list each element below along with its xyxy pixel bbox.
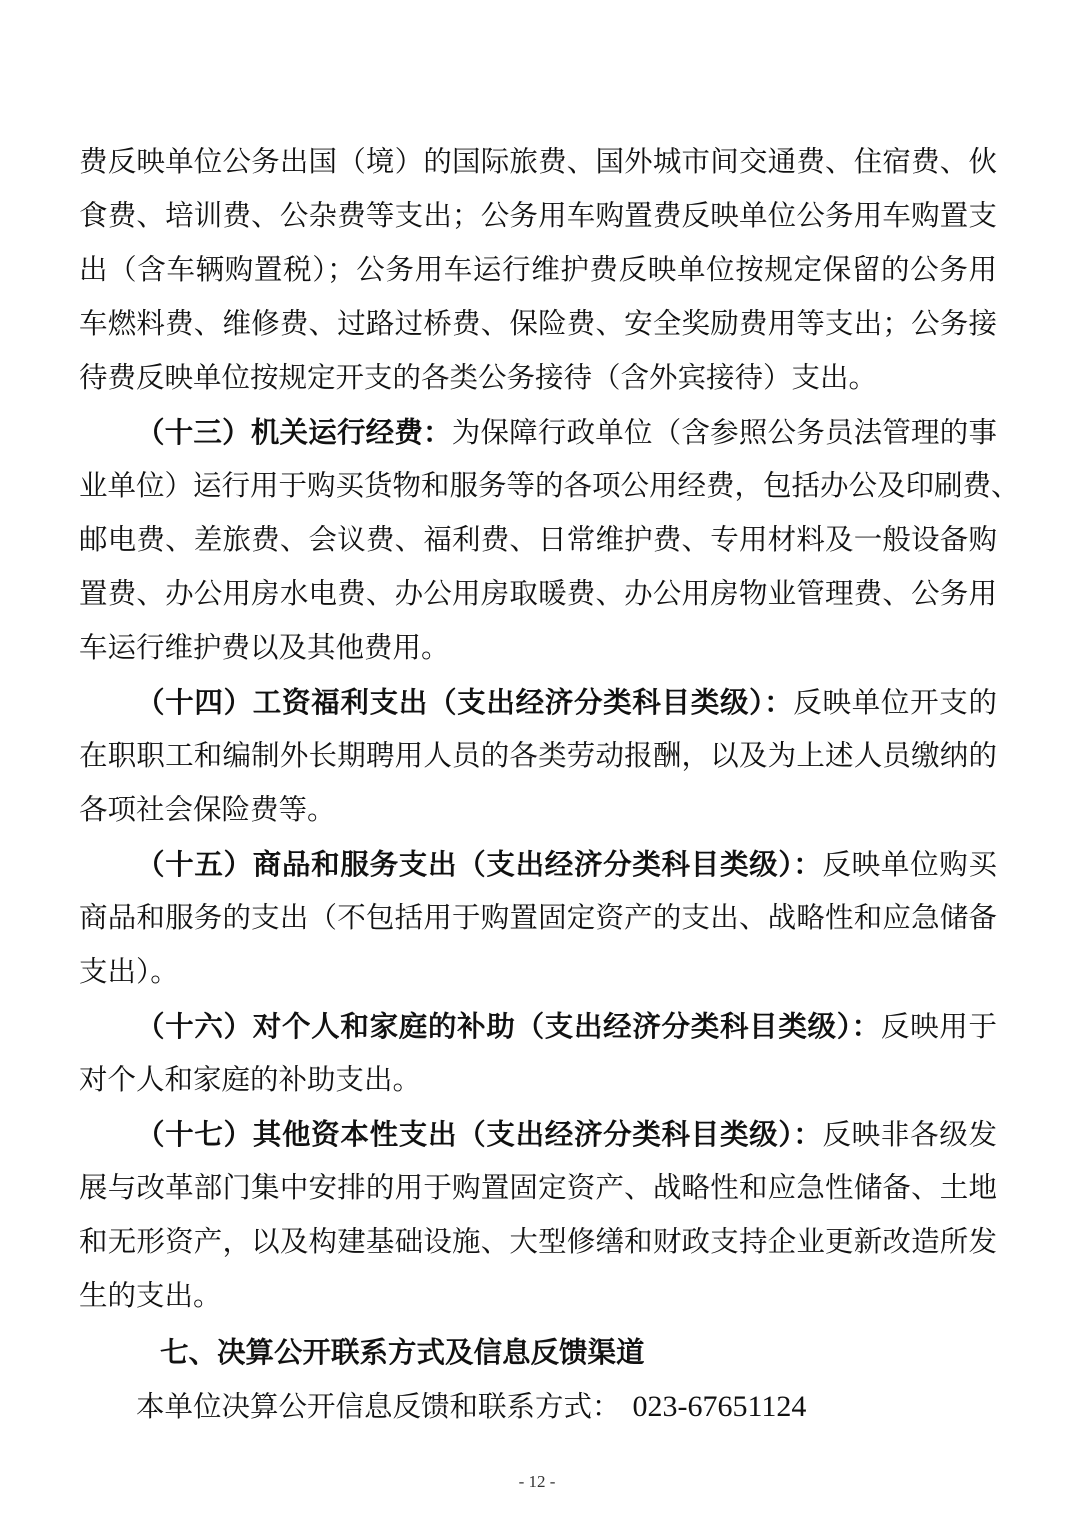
item-text: 为保障行政单位（含参照公务员法管理的事 bbox=[451, 416, 997, 449]
paragraph-line: 对个人和家庭的补助支出。 bbox=[79, 1063, 422, 1096]
paragraph-first-line bbox=[136, 846, 997, 883]
item-text: 反映单位购买 bbox=[822, 848, 997, 881]
paragraph-line: 在职职工和编制外长期聘用人员的各类劳动报酬，以及为上述人员缴纳的 bbox=[79, 739, 997, 772]
paragraph-line: 商品和服务的支出（不包括用于购置固定资产的支出、战略性和应急储备 bbox=[79, 901, 997, 934]
contact-phone: 023-67651124 bbox=[632, 1390, 807, 1423]
paragraph-line: 费反映单位公务出国（境）的国际旅费、国外城市间交通费、住宿费、伙 bbox=[79, 145, 997, 178]
item-title: （十五）商品和服务支出（支出经济分类科目类级）： bbox=[136, 847, 823, 881]
paragraph-line: 各项社会保险费等。 bbox=[79, 793, 336, 826]
paragraph-first-line bbox=[136, 1008, 997, 1045]
item-title: （十四）工资福利支出（支出经济分类科目类级）： bbox=[136, 685, 794, 719]
item-title: （十六）对个人和家庭的补助（支出经济分类科目类级）： bbox=[136, 1009, 881, 1043]
page-number: - 12 - bbox=[518, 1472, 556, 1491]
item-title: （十三）机关运行经费： bbox=[136, 415, 452, 449]
paragraph-line: 车运行维护费以及其他费用。 bbox=[79, 631, 450, 664]
item-text: 反映用于 bbox=[880, 1010, 997, 1043]
paragraph-first-line bbox=[136, 414, 997, 451]
paragraph-line: 展与改革部门集中安排的用于购置固定资产、战略性和应急性储备、土地 bbox=[79, 1171, 997, 1204]
item-text: 反映单位开支的 bbox=[793, 686, 997, 719]
paragraph-line: 支出）。 bbox=[79, 955, 179, 988]
paragraph-first-line bbox=[136, 684, 997, 721]
paragraph-line: 和无形资产，以及构建基础设施、大型修缮和财政支持企业更新改造所发 bbox=[79, 1225, 997, 1258]
paragraph-line: 待费反映单位按规定开支的各类公务接待（含外宾接待）支出。 bbox=[79, 361, 878, 394]
item-title: （十七）其他资本性支出（支出经济分类科目类级）： bbox=[136, 1117, 823, 1151]
contact-line bbox=[136, 1389, 806, 1425]
item-text: 反映非各级发 bbox=[822, 1118, 997, 1151]
section-heading: 七、决算公开联系方式及信息反馈渠道 bbox=[160, 1335, 645, 1369]
paragraph-line: 邮电费、差旅费、会议费、福利费、日常维护费、专用材料及一般设备购 bbox=[79, 523, 997, 556]
paragraph-line: 出（含车辆购置税）；公务用车运行维护费反映单位按规定保留的公务用 bbox=[79, 253, 997, 286]
paragraph-first-line bbox=[136, 1116, 997, 1153]
paragraph-line: 业单位）运行用于购买货物和服务等的各项公用经费，包括办公及印刷费、 bbox=[79, 469, 1020, 502]
paragraph-line: 置费、办公用房水电费、办公用房取暖费、办公用房物业管理费、公务用 bbox=[79, 577, 997, 610]
paragraph-line: 生的支出。 bbox=[79, 1279, 222, 1312]
contact-label: 本单位决算公开信息反馈和联系方式： bbox=[136, 1390, 621, 1423]
paragraph-line: 食费、培训费、公杂费等支出；公务用车购置费反映单位公务用车购置支 bbox=[79, 199, 997, 232]
paragraph-line: 车燃料费、维修费、过路过桥费、保险费、安全奖励费用等支出；公务接 bbox=[79, 307, 997, 340]
